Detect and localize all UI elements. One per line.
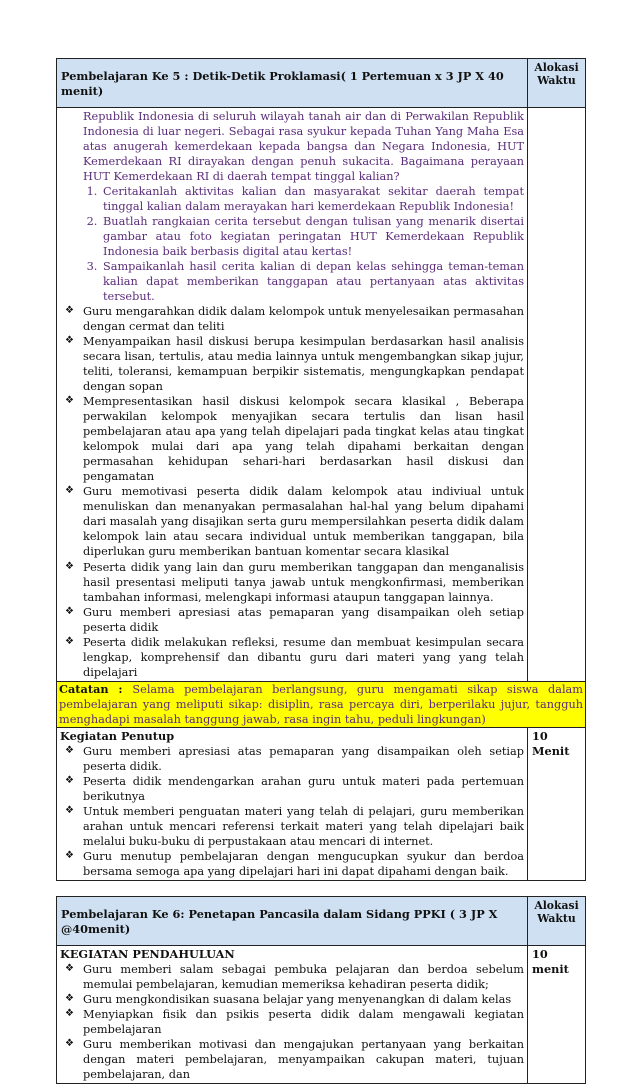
pendahuluan-heading: KEGIATAN PENDAHULUAN (60, 946, 235, 961)
diamond-bullet-icon: ❖ (65, 744, 74, 756)
list-item: ❖ Guru memberi apresiasi atas pemaparan yang disampaikan oleh setiap peserta didik. (65, 744, 524, 773)
diamond-bullet-icon: ❖ (65, 1007, 74, 1019)
diamond-bullet-icon: ❖ (65, 774, 74, 786)
list-item: ❖ Menyiapkan fisik dan psikis peserta didik dalam mengawali kegiatan pembelajaran (65, 1007, 524, 1036)
pendahuluan-time: 10 menit (528, 945, 586, 1083)
diamond-bullet-icon: ❖ (65, 1037, 74, 1049)
section-6-table (56, 896, 586, 1084)
list-item: ❖ Mempresentasikan hasil diskusi kelompok secara klasikal , Beberapa perwakilan kelompok menyajikan secara tertulis dan lisan hasil pembelajaran atau apa yang telah dipelajari pada tingkat kelas atau tingkat kelompok mulai dari apa yang telah dipahami berkaitan dengan permasahan kehidupan sehari-hari berdasarkan hasil diskusi dan pengamatan (65, 395, 524, 484)
pendahuluan-row (57, 945, 586, 1083)
list-item: ❖ Guru mengarahkan didik dalam kelompok untuk menyelesaikan permasahan dengan cermat dan teliti (65, 305, 524, 334)
list-item: ❖ Peserta didik yang lain dan guru memberikan tanggapan dan menganalisis hasil presentasi meliputi tanya jawab untuk mengkonfirmasi, memberikan tambahan informasi, melengkapi informasi ataupun tanggapan lainnya. (65, 560, 524, 604)
section-5-body (57, 108, 586, 682)
diamond-bullet-icon: ❖ (65, 849, 74, 861)
section-5-content (57, 108, 528, 682)
activity-bullets (60, 304, 524, 679)
list-item: ❖ Guru mengkondisikan suasana belajar yang menyenangkan di dalam kelas (65, 992, 512, 1006)
section-6-header (57, 896, 586, 945)
section-5-table (56, 58, 586, 881)
diamond-bullet-icon: ❖ (65, 605, 74, 617)
diamond-bullet-icon: ❖ (65, 305, 74, 317)
alokasi-waktu-header: Alokasi Waktu (528, 896, 586, 945)
alokasi-waktu-header: Alokasi Waktu (528, 59, 586, 108)
diamond-bullet-icon: ❖ (65, 962, 74, 974)
list-item: ❖ Guru memberi salam sebagai pembuka pelajaran dan berdoa sebelum memulai pembelajaran, kemudian memeriksa kehadiran peserta didik; (65, 962, 524, 991)
penutup-heading: Kegiatan Penutup (60, 728, 175, 743)
list-item: ❖ Guru memberikan motivasi dan mengajukan pertanyaan yang berkaitan dengan materi pembelajaran, menyampaikan cakupan materi, tujuan pembelajaran, dan (65, 1037, 524, 1081)
catatan-row (57, 681, 586, 727)
list-item: ❖ Menyampaikan hasil diskusi berupa kesimpulan berdasarkan hasil analisis secara lisan, tertulis, atau media lainnya untuk mengembangkan sikap jujur, teliti, toleransi, kemampuan berpikir sistematis, mengungkapkan pendapat dengan sopan (65, 335, 524, 394)
numbered-tasks (60, 184, 524, 304)
lesson-plan-page (56, 58, 585, 1084)
diamond-bullet-icon: ❖ (65, 560, 74, 572)
diamond-bullet-icon: ❖ (65, 335, 74, 347)
intro-paragraph: Republik Indonesia di seluruh wilayah tanah air dan di Perwakilan Republik Indonesia di luar negeri. Sebagai rasa syukur kepada Tuhan Yang Maha Esa atas anugerah kemerdekaan kepada bangsa dan Negara Indonesia, HUT Kemerdekaan RI dirayakan dengan penuh sukacita. Bagaimana perayaan HUT Kemerdekaan RI di daerah tempat tinggal kalian? (83, 110, 524, 184)
pendahuluan-content (57, 945, 528, 1083)
penutup-row (57, 727, 586, 880)
diamond-bullet-icon: ❖ (65, 992, 74, 1004)
list-item: ❖ Peserta didik mendengarkan arahan guru untuk materi pada pertemuan berikutnya (65, 774, 524, 803)
pendahuluan-bullets (60, 962, 524, 1082)
task-item: 3. Sampaikanlah hasil cerita kalian di depan kelas sehingga teman-teman kalian dapat memberikan tanggapan atau pertanyaan atas aktivitas tersebut. (101, 259, 524, 304)
diamond-bullet-icon: ❖ (65, 485, 74, 497)
catatan-note: Catatan : Selama pembelajaran berlangsung, guru mengamati sikap siswa dalam pembelajaran yang meliputi sikap: disiplin, rasa percaya diri, berperilaku jujur, tangguh menghadapi masalah tanggung jawab, rasa ingin tahu, peduli lingkungan) (57, 681, 586, 727)
task-item: 1. Ceritakanlah aktivitas kalian dan masyarakat sekitar daerah tempat tinggal kalian dalam merayakan hari kemerdekaan Republik Indonesia! (101, 184, 524, 214)
section-6-title: Pembelajaran Ke 6: Penetapan Pancasila dalam Sidang PPKI ( 3 JP X @40menit) (57, 896, 528, 945)
section-5-header (57, 59, 586, 108)
penutup-bullets (60, 744, 524, 879)
diamond-bullet-icon: ❖ (65, 804, 74, 816)
list-item: ❖ Guru memotivasi peserta didik dalam kelompok atau indiviual untuk menuliskan dan menanyakan permasalahan hal-hal yang belum dipahami dari masalah yang disajikan serta guru mempersilahkan peserta didik dalam kelompok lain atau secara individual untuk memberikan tanggapan, bila diperlukan guru memberikan bantuan komentar secara klasikal (65, 485, 524, 559)
section-5-time-cell (528, 108, 586, 682)
task-item: 2. Buatlah rangkaian cerita tersebut dengan tulisan yang menarik disertai gambar atau foto kegiatan peringatan HUT Kemerdekaan Republik Indonesia baik berbasis digital atau kertas! (101, 214, 524, 259)
penutup-time: 10 Menit (528, 727, 586, 880)
diamond-bullet-icon: ❖ (65, 395, 74, 407)
list-item: ❖ Untuk memberi penguatan materi yang telah di pelajari, guru memberikan arahan untuk mencari referensi terkait materi yang telah dipelajari baik melalui buku-buku di perpustakaan atau mencari di internet. (65, 804, 524, 848)
section-5-title: Pembelajaran Ke 5 : Detik-Detik Proklamasi( 1 Pertemuan x 3 JP X 40 menit) (57, 59, 528, 108)
list-item: ❖ Peserta didik melakukan refleksi, resume dan membuat kesimpulan secara lengkap, komprehensif dan dibantu guru dari materi yang yang telah dipelajari (65, 635, 524, 679)
list-item: ❖ Guru menutup pembelajaran dengan mengucupkan syukur dan berdoa bersama semoga apa yang dipelajari hari ini dapat dipahami dengan baik. (65, 849, 524, 878)
diamond-bullet-icon: ❖ (65, 635, 74, 647)
penutup-content (57, 727, 528, 880)
list-item: ❖ Guru memberi apresiasi atas pemaparan yang disampaikan oleh setiap peserta didik (65, 605, 524, 634)
